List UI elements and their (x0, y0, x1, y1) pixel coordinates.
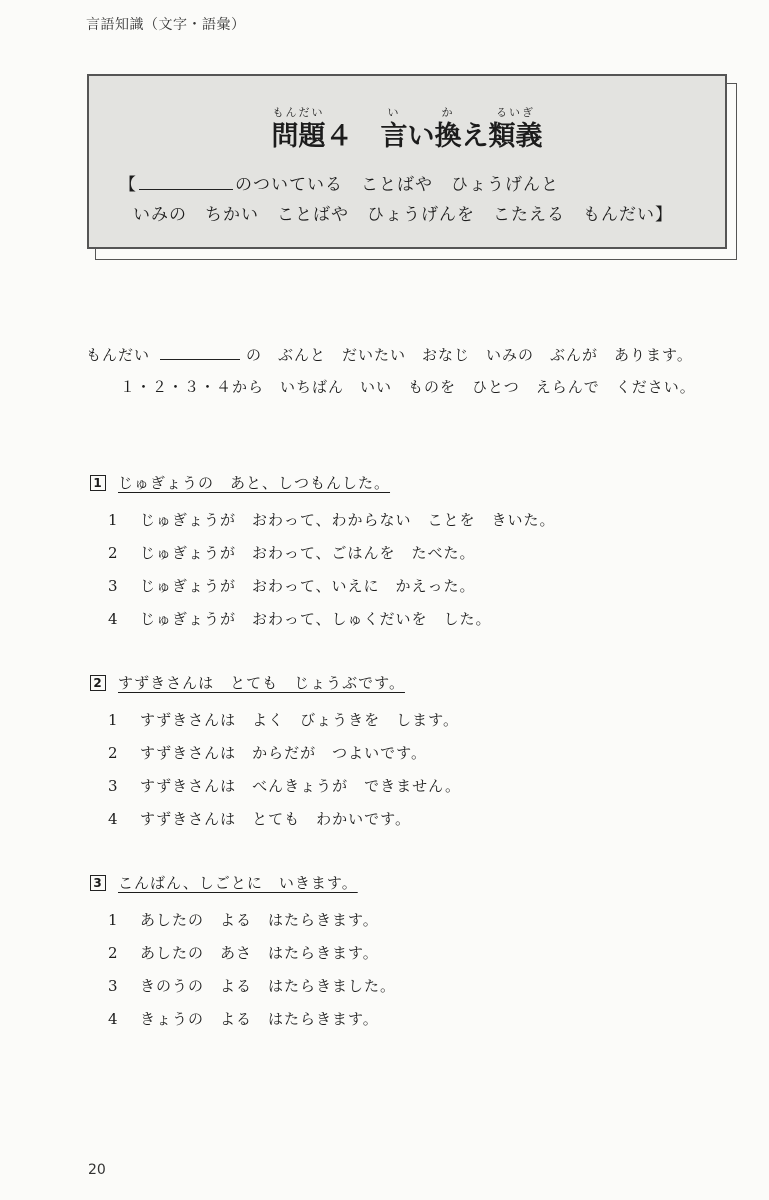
option-text: あしたの あさ はたらきます。 (140, 944, 379, 962)
title-ruby-ruigi (489, 106, 543, 154)
ruby-text: い (387, 106, 401, 119)
option-text: すずきさんは べんきょうが できません。 (140, 777, 462, 795)
option-number: 4 (108, 609, 119, 628)
option-number: 3 (108, 576, 119, 595)
question-number-box: 3 (90, 875, 106, 891)
section-title (89, 106, 725, 154)
answer-option-3[interactable] (86, 969, 396, 1002)
title-number-text: ４ (325, 121, 353, 152)
title-kana-e (462, 106, 489, 154)
answer-option-2[interactable] (86, 736, 461, 769)
answer-option-1[interactable] (86, 503, 556, 536)
option-number: 2 (108, 943, 119, 962)
question-stem (86, 472, 556, 493)
instructions (86, 339, 696, 403)
question-2 (86, 672, 461, 835)
option-text: じゅぎょうが おわって、ごはんを たべた。 (140, 544, 476, 562)
page-number: 20 (88, 1162, 106, 1178)
question-number-box: 2 (90, 675, 106, 691)
option-number: 1 (108, 910, 119, 929)
option-number: 1 (108, 710, 119, 729)
answer-option-1[interactable] (86, 703, 461, 736)
answer-option-2[interactable] (86, 936, 396, 969)
title-ruby-ka (435, 106, 462, 154)
instructions-suffix: の ぶんと だいたい おなじ いみの ぶんが あります。 (246, 346, 693, 364)
title-ruby-mondai (272, 106, 326, 154)
title-ruby-i (381, 106, 408, 154)
option-number: 2 (108, 743, 119, 762)
ruby-text: か (441, 106, 455, 119)
title-text: 類義 (488, 121, 543, 152)
instructions-line-1 (86, 339, 696, 371)
question-number-box: 1 (90, 475, 106, 491)
instructions-line-2: １・２・３・４から いちばん いい ものを ひとつ えらんで ください。 (120, 378, 696, 396)
option-text: きのうの よる はたらきました。 (140, 977, 397, 995)
option-number: 4 (108, 1009, 119, 1028)
question-text: こんばん、しごとに いきます。 (118, 874, 358, 892)
option-text: じゅぎょうが おわって、いえに かえった。 (140, 577, 476, 595)
title-topic (381, 106, 543, 154)
title-text: 換 (434, 121, 462, 152)
title-text: え (461, 121, 489, 152)
answer-option-1[interactable] (86, 903, 396, 936)
question-stem (86, 872, 396, 893)
option-text: すずきさんは とても わかいです。 (140, 810, 411, 828)
ruby-text: るいぎ (496, 106, 535, 119)
option-number: 3 (108, 976, 119, 995)
option-text: すずきさんは よく びょうきを します。 (140, 711, 459, 729)
subtitle-text-1: のついている ことばや ひょうげんと (235, 175, 559, 195)
title-box (87, 74, 727, 249)
question-1 (86, 472, 556, 635)
option-text: じゅぎょうが おわって、しゅくだいを した。 (140, 610, 492, 628)
option-number: 4 (108, 809, 119, 828)
title-text: 言 (380, 121, 408, 152)
answer-option-3[interactable] (86, 569, 556, 602)
subtitle-line-1 (119, 170, 705, 200)
option-number: 2 (108, 543, 119, 562)
option-number: 1 (108, 510, 119, 529)
option-list (86, 503, 556, 635)
title-number (326, 106, 353, 154)
title-problem-number (272, 106, 353, 154)
instructions-prefix: もんだい (86, 346, 151, 364)
running-header: 言語知識（文字・語彙） (86, 17, 246, 33)
option-text: じゅぎょうが おわって、わからない ことを きいた。 (140, 511, 556, 529)
question-text: すずきさんは とても じょうぶです。 (118, 674, 405, 692)
ruby-text: もんだい (272, 106, 325, 119)
answer-option-4[interactable] (86, 802, 461, 835)
title-kana-i (408, 106, 435, 154)
option-list (86, 903, 396, 1035)
option-number: 3 (108, 776, 119, 795)
option-text: きょうの よる はたらきます。 (140, 1010, 379, 1028)
title-text: 問題 (271, 121, 326, 152)
question-stem (86, 672, 461, 693)
option-text: すずきさんは からだが つよいです。 (140, 744, 427, 762)
answer-option-2[interactable] (86, 536, 556, 569)
answer-option-4[interactable] (86, 602, 556, 635)
option-list (86, 703, 461, 835)
underline-blank (139, 171, 233, 190)
subtitle-line-2: いみの ちかい ことばや ひょうげんを こたえる もんだい】 (133, 205, 673, 225)
option-text: あしたの よる はたらきます。 (140, 911, 379, 929)
underline-blank (160, 341, 240, 360)
answer-option-3[interactable] (86, 769, 461, 802)
section-subtitle (119, 170, 705, 230)
question-text: じゅぎょうの あと、しつもんした。 (118, 474, 391, 492)
question-3 (86, 872, 396, 1035)
title-text: い (407, 121, 435, 152)
answer-option-4[interactable] (86, 1002, 396, 1035)
subtitle-bracket: 【 (119, 175, 137, 195)
